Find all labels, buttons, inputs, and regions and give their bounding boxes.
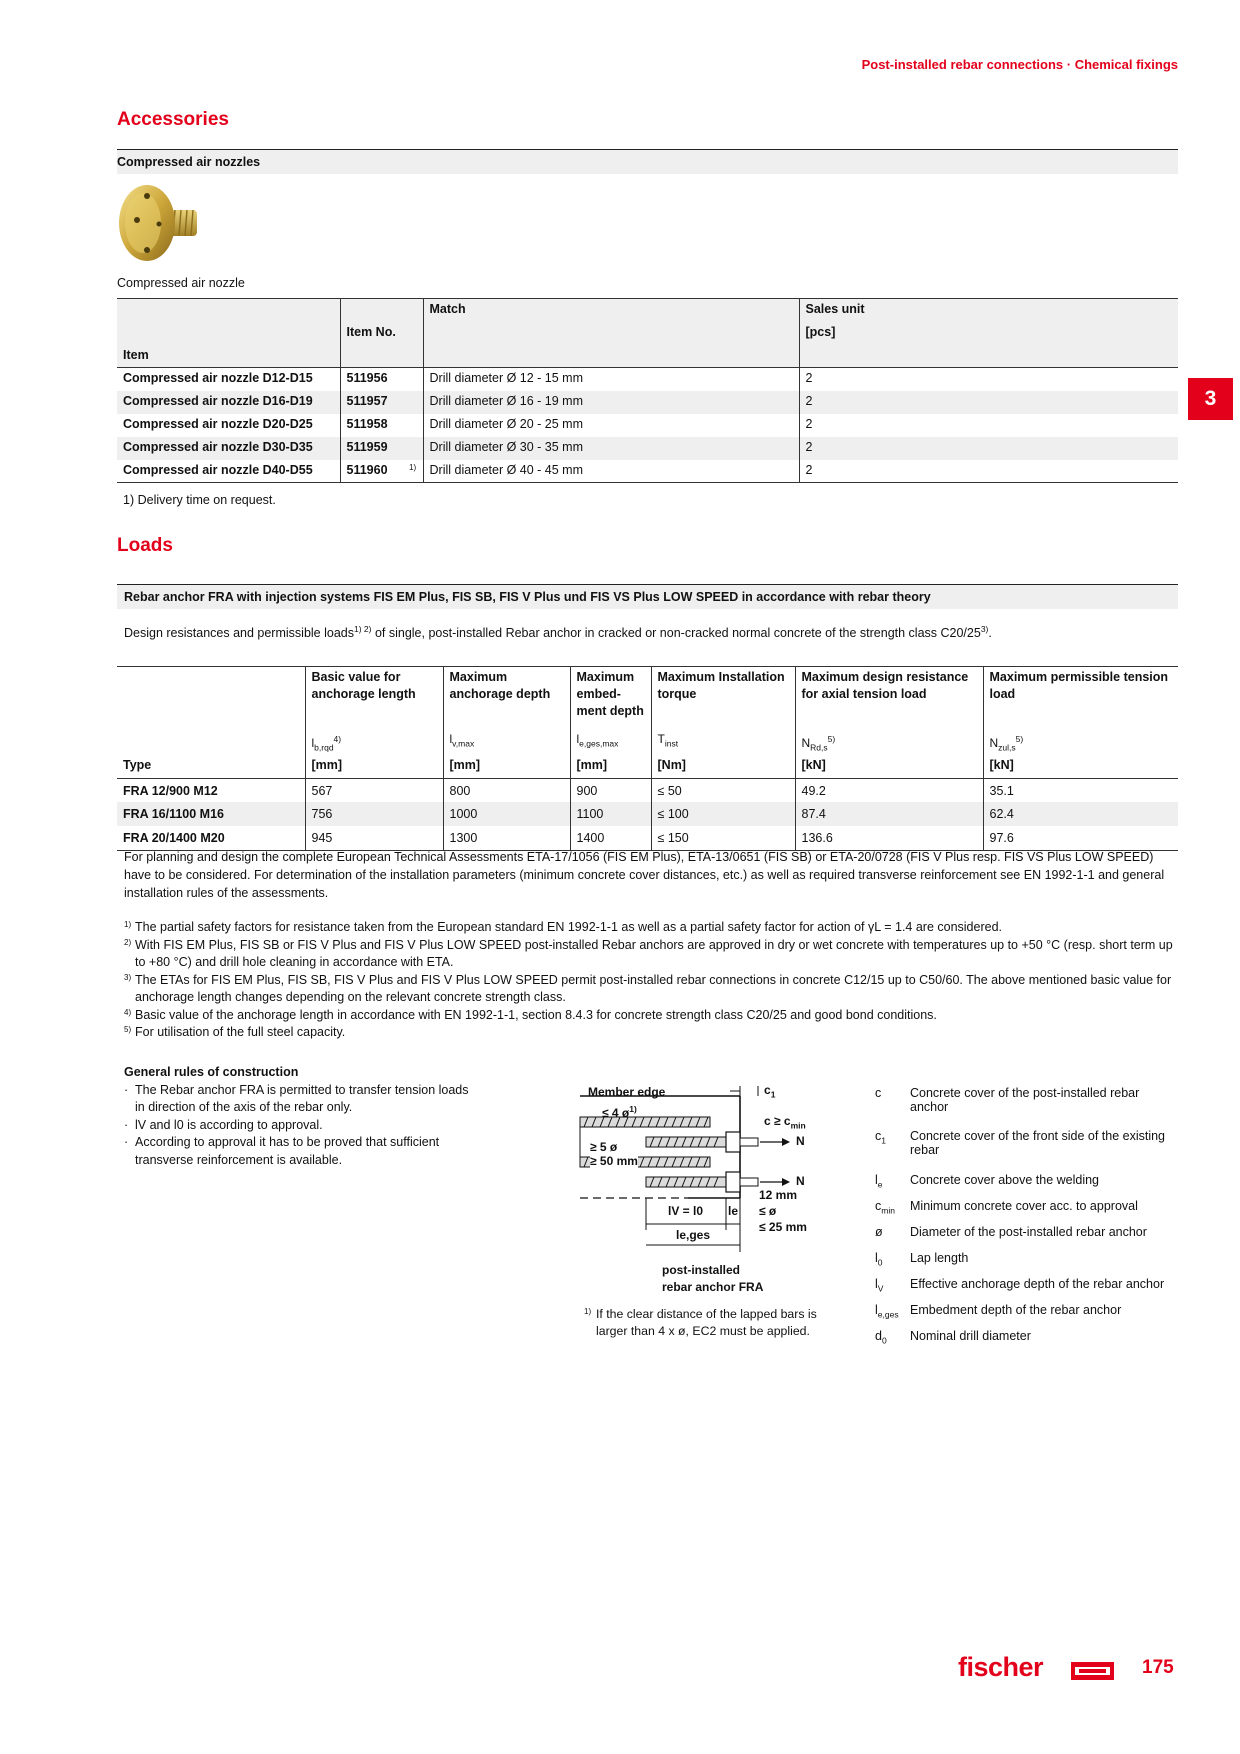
legend-item: $l_{e,ges}$ Embedment depth of the rebar anchor [875, 1303, 1122, 1320]
sym-lbrqd: $l_{b,rqd}^{4)}$ [305, 722, 443, 756]
nozzle-caption: Compressed air nozzle [117, 276, 245, 290]
diagram-cmin: $c \ge c_{min}$ [764, 1114, 806, 1131]
table-row: Compressed air nozzle D30-D35 511959 Drill diameter Ø 30 - 35 mm 2 [117, 437, 1178, 460]
loads-subheading: Rebar anchor FRA with injection systems FIS EM Plus, FIS SB, FIS V Plus und FIS VS Plus LOW SPEED in accordance with rebar theory [117, 584, 1178, 609]
diagram-ge5: ≥ 5 ø [590, 1140, 618, 1154]
diagram-leges: le,ges [676, 1228, 711, 1242]
diagram-n-top: N [796, 1134, 805, 1148]
col-max-torque: Maximum Installation torque [651, 667, 795, 723]
rebar-diagram [578, 1082, 858, 1302]
col-pcs: [pcs] [799, 322, 1178, 345]
col-item: Item [117, 345, 340, 368]
diagram-label: post-installed rebar anchor FRA [662, 1263, 764, 1294]
sym-nrds: $N_{Rd,s}^{5)}$ [795, 722, 983, 756]
footnote-5: 5) For utilisation of the full steel capacity. [124, 1025, 346, 1039]
legend-item: $c_{min}$ Minimum concrete cover acc. to approval [875, 1199, 1138, 1216]
legend-item: $l_V$ Effective anchorage depth of the rebar anchor [875, 1277, 1165, 1294]
diagram-footnote: 1) If the clear distance of the lapped bars is larger than 4 x ø, EC2 must be applied. [584, 1307, 817, 1338]
col-max-design: Maximum design resistance for axial tension load [795, 667, 983, 723]
col-basic-value: Basic value for anchorage length [305, 667, 443, 723]
rule-item: · The Rebar anchor FRA is permitted to transfer tension loads in direction of the axis of the rebar only. [124, 1082, 469, 1114]
accessories-table [117, 298, 1178, 483]
fischer-logo-mark [1071, 1662, 1114, 1680]
chapter-tab: 3 [1188, 378, 1233, 420]
symbol-legend-2 [875, 1129, 1180, 1157]
rule-item: · lV and l0 is according to approval. [124, 1117, 323, 1132]
diagram-c1: $c_1$ [764, 1083, 776, 1100]
table-row: Compressed air nozzle D16-D19 511957 Drill diameter Ø 16 - 19 mm 2 [117, 391, 1178, 414]
diagram-le25: ≤ 25 mm [759, 1220, 807, 1234]
diagram-le-phi: ≤ ø [759, 1204, 777, 1218]
sym-tinst: $T_{inst}$ [651, 722, 795, 756]
diagram-n-bottom: N [796, 1174, 805, 1188]
legend-item: $l_e$ Concrete cover above the welding [875, 1173, 1100, 1190]
loads-table: Basic value for anchorage length Maximum anchorage depth Maximum embed-ment depth Maximum Installation torque Maximum design resistance for axial tension load Maximum permissible tension load $l_{b,rqd}^{4)}$ $l_{v,max}$ $l_{e,ges,max}$ $T_{inst}$ $N_{Rd,s}^{5)}$ $N_{zul,s}^{5)}$ Type [mm] [mm] [mm] [Nm] [kN] [kN] FRA 12/900 M12 567 800 900 ≤ 50 49.2 35.1 FRA 16/1100 M16 756 1000 1100 ≤ 100 87.4 62.4 FRA 20/1400 M20 945 1300 1400 ≤ 150 136.6 97.6 [117, 666, 1178, 851]
diagram-lv-l0: lV = l0 [668, 1204, 704, 1218]
col-sales-unit: Sales unit [799, 299, 1178, 322]
col-max-permissible: Maximum permissible tension load [983, 667, 1178, 723]
accessories-subheading: Compressed air nozzles [117, 149, 1178, 174]
sym-lvmax: $l_{v,max}$ [443, 722, 570, 756]
legend-item: c Concrete cover of the post-installed rebar anchor [875, 1086, 1140, 1114]
footnote-3: 3) The ETAs for FIS EM Plus, FIS SB, FIS V Plus and FIS V Plus LOW SPEED permit post-installed rebar connections in concrete C12/15 up to C50/60. The above mentioned basic value for anchorage length changes depending on the relevant concrete strength class. [124, 972, 1172, 1004]
legend-item: $l_0$ Lap length [875, 1251, 969, 1268]
table-row: Compressed air nozzle D20-D25 511958 Drill diameter Ø 20 - 25 mm 2 [117, 414, 1178, 437]
fischer-logo: fischer [958, 1652, 1044, 1682]
legend-item: $c_1$ Concrete cover of the front side of the existing rebar [875, 1129, 1165, 1157]
sym-legesmax: $l_{e,ges,max}$ [570, 722, 651, 756]
general-rules [124, 1064, 474, 1169]
table-row: Compressed air nozzle D12-D15 511956 Drill diameter Ø 12 - 15 mm 2 [117, 368, 1178, 391]
diagram-ge50: ≥ 50 mm [590, 1154, 638, 1168]
legend-item: ø Diameter of the post-installed rebar anchor [875, 1225, 1147, 1239]
planning-note: For planning and design the complete European Technical Assessments ETA-17/1056 (FIS EM Plus), ETA-13/0651 (FIS SB) or ETA-20/0728 (FIS V Plus resp. FIS VS Plus LOW SPEED) have to be considered. For determination of the installation parameters (minimum concrete cover distances, etc.) as well as required transverse reinforcement see EN 1992-1-1 and general installation rules of the assessments. [124, 850, 1165, 900]
loads-intro: Design resistances and permissible loads$^{1) 2)}$ of single, post-installed Rebar anchor in cracked or non-cracked normal concrete of the strength class C20/25$^{3)}$. [124, 624, 992, 641]
page-category: Post-installed rebar connections · Chemical fixings [861, 57, 1178, 72]
col-item-no: Item No. [340, 322, 423, 345]
nozzle-image [117, 180, 205, 268]
rule-item: · According to approval it has to be proved that sufficient transverse reinforcement is available. [124, 1135, 440, 1167]
col-type: Type [123, 758, 152, 773]
col-max-embedment: Maximum embed-ment depth [570, 667, 651, 723]
col-match: Match [423, 299, 799, 322]
diagram-le: le [728, 1204, 739, 1218]
table-row: FRA 20/1400 M20 945 1300 1400 ≤ 150 136.6 97.6 [117, 826, 1178, 850]
table-row: Compressed air nozzle D40-D55 511960 1) Drill diameter Ø 40 - 45 mm 2 [117, 460, 1178, 483]
footnote-1: 1) The partial safety factors for resistance taken from the European standard EN 1992-1-1 as well as a partial safety factor for action of γL = 1.4 are considered. [124, 920, 1003, 934]
legend-item: $d_0$ Nominal drill diameter [875, 1329, 1031, 1346]
diagram-member-edge: Member edge [588, 1085, 666, 1099]
sym-nzuls: $N_{zul,s}^{5)}$ [983, 722, 1178, 756]
table-row: FRA 12/900 M12 567 800 900 ≤ 50 49.2 35.1 [117, 778, 1178, 802]
footnote-4: 4) Basic value of the anchorage length in accordance with EN 1992-1-1, section 8.4.3 for concrete strength class C20/25 and good bond conditions. [124, 1007, 937, 1022]
page-number: 175 [1142, 1657, 1174, 1678]
footnote-2: 2) With FIS EM Plus, FIS SB or FIS V Plus and FIS V Plus LOW SPEED post-installed Rebar anchors are approved in dry or wet concrete with temperatures up to +50 °C (resp. short term up to +80 °C) and drill hole cleaning in accordance with ETA. [124, 937, 1173, 969]
accessories-footnote: 1) Delivery time on request. [123, 493, 276, 507]
loads-footnotes [124, 919, 1180, 1042]
table-row: FRA 16/1100 M16 756 1000 1100 ≤ 100 87.4 62.4 [117, 802, 1178, 826]
symbol-legend-3 [875, 1173, 1180, 1355]
accessories-title: Accessories [117, 109, 229, 130]
loads-title: Loads [117, 535, 173, 556]
col-max-anchorage: Maximum anchorage depth [443, 667, 570, 723]
general-rules-title: General rules of construction [124, 1065, 299, 1079]
diagram-12mm: 12 mm [759, 1188, 798, 1202]
diagram-le4: ≤ 4 $ø^{1)}$ [602, 1104, 637, 1120]
